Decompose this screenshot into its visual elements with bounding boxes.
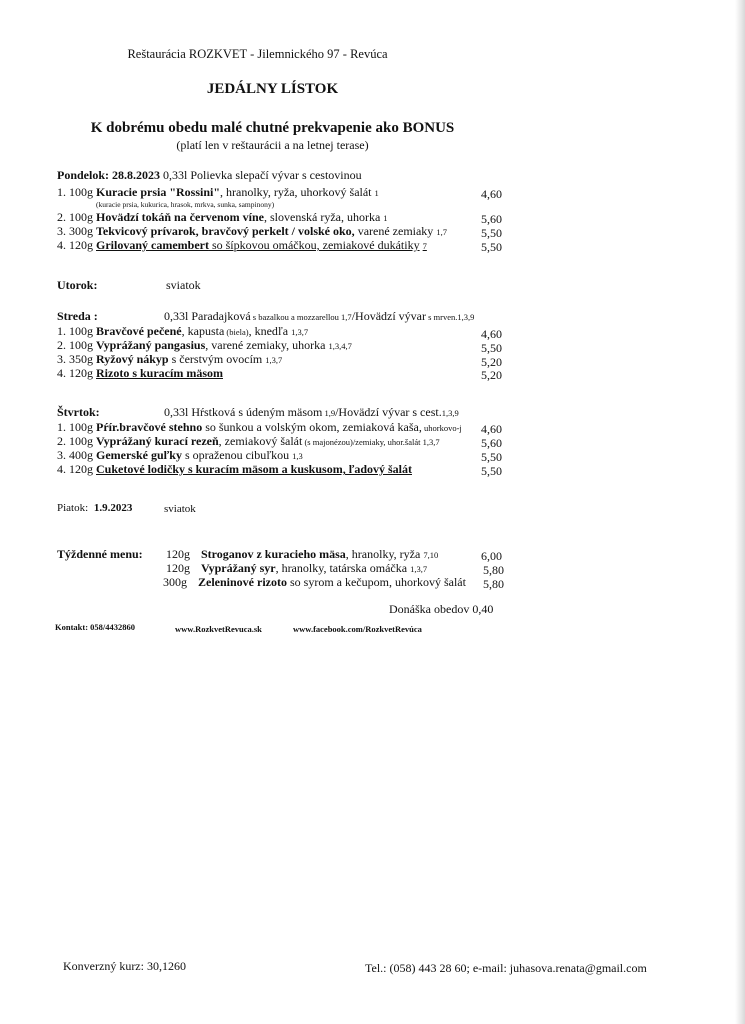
day-note: sviatok (164, 503, 196, 515)
menu-item: 2. 100g Vyprážaný pangasius, varené zemiaky, uhorka 1,3,4,7 (57, 338, 352, 352)
day-label: Streda : (57, 309, 98, 323)
soup: 0,33l Hŕstková s údeným mäsom 1,9/Hovädzí vývar s cest.1,3,9 (164, 405, 459, 419)
day-note: sviatok (166, 278, 201, 292)
day-label: Pondelok: 28.8.2023 (57, 168, 161, 182)
menu-title: JEDÁLNY LÍSTOK (206, 81, 339, 97)
menu-item: 3. 350g Ryžový nákyp s čerstvým ovocím 1,3,7 (57, 352, 283, 366)
menu-item (57, 185, 379, 200)
website-link[interactable]: www.RozkvetRevuca.sk (175, 624, 262, 634)
item-price: 5,50 (481, 450, 502, 464)
day-date: 1.9.2023 (93, 502, 133, 514)
day-label: Piatok: (57, 502, 89, 514)
weekly-item: 300g Zeleninové rizoto so syrom a kečupom, uhorkový šalát (163, 575, 466, 589)
menu-item: 2. 100g Hovädzí tokáň na červenom víne, slovenská ryža, uhorka 1 (57, 210, 388, 224)
item-price: 5,50 (481, 341, 502, 355)
menu-item: 3. 400g Gemerské guľky s opraženou cibuľkou 1,3 (57, 448, 303, 462)
delivery-note: Donáška obedov 0,40 (389, 602, 494, 616)
item-price: 4,60 (481, 187, 502, 201)
item-price: 4,60 (481, 422, 502, 436)
monday-row (57, 168, 362, 183)
promo-title: K dobrému obedu malé chutné prekvapenie ako BONUS (90, 120, 455, 136)
promo-note: (platí len v reštaurácii a na letnej terase) (176, 138, 369, 152)
weekly-item: 120g Vyprážaný syr, hranolky, tatárska omáčka 1,3,7 (166, 561, 428, 575)
menu-item: 4. 120g Grilovaný camembert so šípkovou omáčkou, zemiakové dukátiky 7 (57, 238, 427, 252)
item-price: 5,60 (481, 212, 502, 226)
footer-contact: Tel.: (058) 443 28 60; e-mail: juhasova.renata@gmail.com (365, 961, 647, 975)
item-price: 5,50 (481, 226, 502, 240)
friday-row (57, 502, 132, 514)
allergens: 1 (374, 188, 379, 198)
item-number: 1. 100g (57, 185, 93, 199)
soup: 0,33l Paradajková s bazalkou a mozzarellou 1,7/Hovädzí vývar s mrven.1,3,9 (164, 309, 475, 323)
weekly-item: 120g Stroganov z kuracieho mäsa, hranolky, ryža 7,10 (166, 547, 439, 561)
restaurant-header: Reštaurácia ROZKVET - Jilemnického 97 - Revúca (127, 47, 388, 61)
day-label: Štvrtok: (57, 405, 100, 419)
item-price: 5,80 (483, 563, 504, 577)
item-price: 5,20 (481, 368, 502, 382)
menu-item: 1. 100g Pŕír.bravčové stehno so šunkou a volským okom, zemiaková kaša, uhorkovo-j (57, 420, 462, 434)
conversion-rate: Konverzný kurz: 30,1260 (63, 959, 186, 973)
item-price: 5,80 (483, 577, 504, 591)
item-price: 5,20 (481, 355, 502, 369)
contact-phone: Kontakt: 058/4432860 (55, 622, 136, 632)
menu-item: 1. 100g Bravčové pečené, kapusta (biela), knedľa 1,3,7 (57, 324, 309, 338)
item-price: 5,50 (481, 240, 502, 254)
menu-item: 4. 120g Cuketové lodičky s kuracím mäsom a kuskusom, ľadový šalát (57, 462, 412, 476)
item-price: 6,00 (481, 549, 502, 563)
facebook-link[interactable]: www.facebook.com/RozkvetRevúca (293, 624, 422, 634)
item-note: (kuracie prsia, kukurica, hrasok, mrkva, sunka, sampinony) (96, 200, 275, 209)
scan-edge (735, 0, 745, 1024)
weekly-label: Týždenné menu: (57, 547, 143, 561)
menu-item: 3. 300g Tekvicový prívarok, bravčový perkelt / volské oko, varené zemiaky 1,7 (57, 224, 447, 238)
item-price: 4,60 (481, 327, 502, 341)
item-name: Kuracie prsia "Rossini" (96, 185, 220, 199)
item-price: 5,50 (481, 464, 502, 478)
soup: 0,33l Polievka slepačí vývar s cestovinou (163, 168, 362, 182)
day-label: Utorok: (57, 278, 98, 292)
menu-item: 2. 100g Vyprážaný kurací rezeň, zemiakový šalát (s majonézou)/zemiaky, uhor.šalát 1,3,7 (57, 434, 440, 448)
item-price: 5,60 (481, 436, 502, 450)
item-desc: , hranolky, ryža, uhorkový šalát (220, 185, 372, 199)
menu-item: 4. 120g Rizoto s kuracím mäsom (57, 366, 223, 380)
